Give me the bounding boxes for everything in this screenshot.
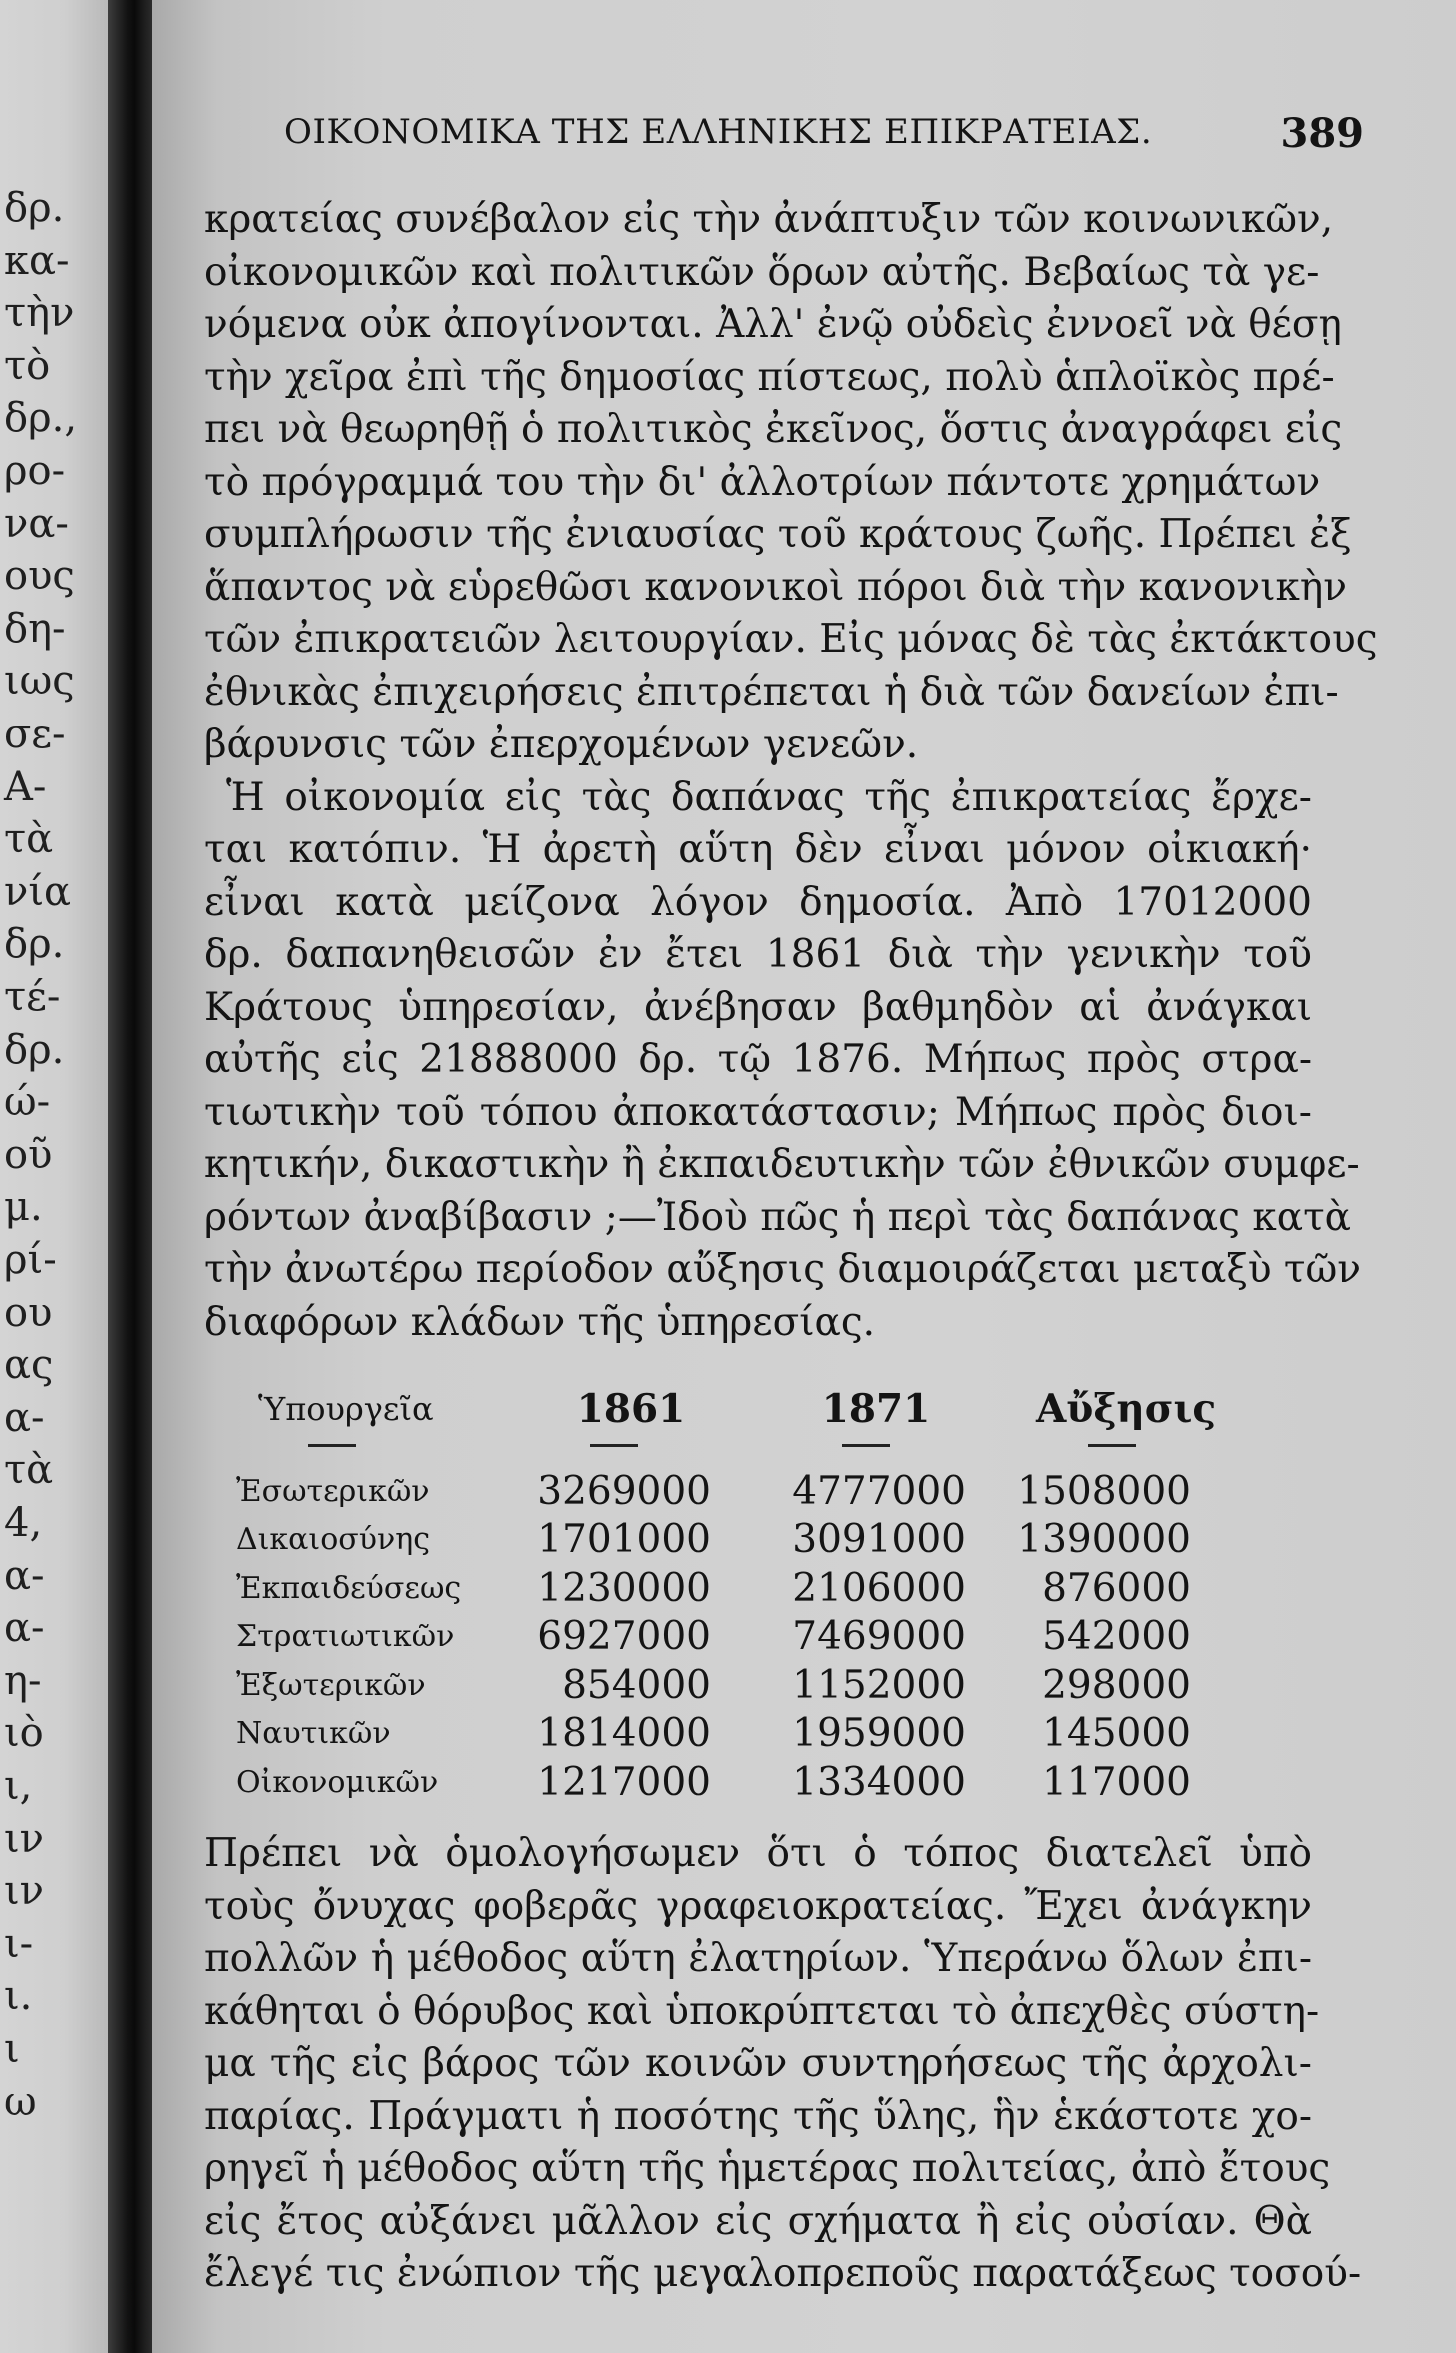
- value-growth: 298000: [1042, 1662, 1191, 1708]
- text-line: ρηγεῖ ἡ μέθοδος αὕτη τῆς ἡμετέρας πολιτείας, ἀπὸ ἔτους: [204, 2146, 1331, 2191]
- table-row: [236, 1662, 1316, 1711]
- facing-page-fragment: ας: [4, 1342, 54, 1389]
- facing-page-fragment: δρ.,: [4, 395, 78, 442]
- table-body: [236, 1468, 1316, 1808]
- text-line: μα τῆς εἰς βάρος τῶν κοινῶν συντηρήσεως τῆς ἀρχολι-: [204, 2041, 1312, 2086]
- value-1861: 1217000: [537, 1759, 711, 1805]
- facing-page-fragment: 4,: [4, 1500, 43, 1546]
- facing-page-fragment: α-: [4, 1605, 45, 1652]
- facing-page-fragment: οῦ: [4, 1131, 53, 1178]
- text-line: δρ. δαπανηθεισῶν ἐν ἔτει 1861 διὰ τὴν γενικὴν τοῦ: [204, 932, 1312, 977]
- ministry-name: Ναυτικῶν: [236, 1716, 391, 1751]
- text-line: διαφόρων κλάδων τῆς ὑπηρεσίας.: [204, 1299, 876, 1345]
- page-header: [284, 112, 1364, 172]
- table-header-row: [236, 1385, 1316, 1434]
- value-1871: 1959000: [792, 1711, 966, 1756]
- facing-page-fragment: δρ.: [4, 185, 65, 231]
- value-1861: 6927000: [537, 1614, 711, 1659]
- text-line: τιωτικὴν τοῦ τόπου ἀποκατάστασιν; Μήπως πρὸς διοι-: [204, 1089, 1312, 1135]
- facing-page-fragment: ι-: [4, 1920, 34, 1967]
- text-line: ἅπαντος νὰ εὑρεθῶσι κανονικοὶ πόροι διὰ τὴν κανονικὴν: [204, 564, 1347, 610]
- value-1871: 2106000: [792, 1565, 966, 1611]
- facing-page-fragment: σε-: [4, 711, 66, 757]
- facing-page-fragment: δρ.: [4, 921, 65, 968]
- running-head: ΟΙΚΟΝΟΜΙΚΑ ΤΗΣ ΕΛΛΗΝΙΚΗΣ ΕΠΙΚΡΑΤΕΙΑΣ.: [284, 112, 1153, 152]
- text-line: οἰκονομικῶν καὶ πολιτικῶν ὅρων αὐτῆς. Βεβαίως τὰ γε-: [204, 249, 1320, 295]
- facing-page-fragment: ι: [4, 2026, 20, 2072]
- facing-page-fragment: ιως: [4, 658, 75, 705]
- facing-page-fragment: δη-: [4, 605, 66, 652]
- facing-page-fragment: τὴν: [4, 290, 75, 337]
- ministry-name: Οἰκονομικῶν: [236, 1764, 439, 1800]
- value-1861: 1701000: [537, 1517, 711, 1562]
- header-growth: Αὔξησις: [1036, 1386, 1217, 1432]
- text-line: κητικήν, δικαστικὴν ἢ ἐκπαιδευτικὴν τῶν ἐθνικῶν συμφε-: [204, 1142, 1360, 1187]
- facing-page-fragment: τέ-: [4, 974, 61, 1020]
- table-row: [236, 1565, 1316, 1614]
- facing-page-fragment: τὸ: [4, 342, 51, 389]
- facing-page-fragment: δρ.: [4, 1026, 65, 1073]
- facing-page-fragment: μ.: [4, 1184, 43, 1231]
- value-1871: 1334000: [792, 1759, 966, 1805]
- header-1871: 1871: [821, 1386, 931, 1432]
- text-line: εἰς ἔτος αὐξάνει μᾶλλον εἰς σχήματα ἢ εἰς οὐσίαν. Θὰ: [204, 2198, 1312, 2244]
- text-line: τὴν χεῖρα ἐπὶ τῆς δημοσίας πίστεως, πολὺ ἁπλοϊκὸς πρέ-: [204, 354, 1335, 400]
- facing-page-fragment: Α-: [4, 763, 47, 810]
- text-line: ἐθνικὰς ἐπιχειρήσεις ἐπιτρέπεται ἡ διὰ τῶν δανείων ἐπι-: [204, 669, 1339, 715]
- text-line: ρόντων ἀναβίβασιν ;—Ἰδοὺ πῶς ἡ περὶ τὰς δαπάνας κατὰ: [204, 1194, 1351, 1240]
- book-page: [152, 0, 1456, 2353]
- main-text-continued: [204, 1828, 1362, 2301]
- book-gutter: [108, 0, 152, 2353]
- table-dash-row: [236, 1434, 1316, 1468]
- text-line: τῶν ἐπικρατειῶν λειτουργίαν. Εἰς μόνας δὲ τὰς ἐκτάκτους: [204, 617, 1378, 662]
- value-1871: 3091000: [792, 1517, 966, 1562]
- text-line: εἶναι κατὰ μείζονα λόγον δημοσία. Ἀπὸ 17012000: [204, 879, 1312, 925]
- facing-page-fragment: η-: [4, 1657, 42, 1704]
- value-1871: 1152000: [792, 1662, 966, 1708]
- facing-page-fragment: α-: [4, 1552, 45, 1599]
- facing-page-fragment: ρο-: [4, 448, 66, 494]
- paragraph-continuation: [204, 194, 1378, 772]
- value-growth: 1508000: [1017, 1468, 1191, 1514]
- text-line: νόμενα οὐκ ἀπογίνονται. Ἀλλ' ἐνῷ οὐδεὶς ἐννοεῖ νὰ θέσῃ: [204, 302, 1342, 347]
- facing-page-fragment: τὰ: [4, 1447, 54, 1494]
- text-line: Ἡ οἰκονομία εἰς τὰς δαπάνας τῆς ἐπικρατείας ἔρχε-: [226, 774, 1312, 820]
- dash-rule: [842, 1444, 890, 1447]
- facing-page-fragment: ιν: [4, 1868, 44, 1915]
- value-growth: 117000: [1042, 1759, 1191, 1805]
- facing-page-fragment: ιν: [4, 1815, 44, 1862]
- header-1861: 1861: [576, 1386, 686, 1432]
- facing-page-fragment: να-: [4, 500, 69, 547]
- value-1871: 7469000: [792, 1614, 966, 1659]
- text-line: πει νὰ θεωρηθῇ ὁ πολιτικὸς ἐκεῖνος, ὅστις ἀναγράφει εἰς: [204, 407, 1343, 452]
- facing-page-fragment: ου: [4, 1289, 53, 1336]
- value-growth: 542000: [1042, 1614, 1191, 1659]
- facing-page-edge: [0, 0, 108, 2353]
- facing-page-fragment: ω: [4, 2078, 37, 2125]
- text-line: κρατείας συνέβαλον εἰς τὴν ἀνάπτυξιν τῶν κοινωνικῶν,: [204, 197, 1334, 242]
- table-row: [236, 1710, 1316, 1759]
- facing-page-fragment: νία: [4, 868, 72, 915]
- facing-page-fragment: α-: [4, 1394, 45, 1441]
- table-row: [236, 1516, 1316, 1565]
- dash-rule: [1088, 1444, 1136, 1447]
- paragraph-expenditure: [204, 772, 1362, 1350]
- value-1861: 854000: [562, 1662, 711, 1708]
- text-line: Κράτους ὑπηρεσίαν, ἀνέβησαν βαθμηδὸν αἱ ἀνάγκαι: [204, 984, 1312, 1030]
- ministry-name: Στρατιωτικῶν: [236, 1619, 455, 1654]
- table-row: [236, 1613, 1316, 1662]
- text-line: Πρέπει νὰ ὁμολογήσωμεν ὅτι ὁ τόπος διατελεῖ ὑπὸ: [204, 1831, 1312, 1876]
- facing-page-fragment: ρί-: [4, 1237, 57, 1283]
- text-line: ἔλεγέ τις ἐνώπιον τῆς μεγαλοπρεποῦς παρατάξεως τοσού-: [204, 2251, 1362, 2296]
- value-growth: 1390000: [1017, 1517, 1191, 1562]
- table-row: [236, 1468, 1316, 1517]
- text-line: αὐτῆς εἰς 21888000 δρ. τῷ 1876. Μήπως πρὸς στρα-: [204, 1037, 1312, 1082]
- facing-page-fragment: ι.: [4, 1973, 33, 2020]
- text-line: συμπλήρωσιν τῆς ἐνιαυσίας τοῦ κράτους ζωῆς. Πρέπει ἐξ: [204, 512, 1352, 557]
- main-text: [204, 194, 1378, 1349]
- facing-page-fragment: ώ-: [4, 1079, 51, 1126]
- value-1861: 1814000: [537, 1711, 711, 1756]
- text-line: κάθηται ὁ θόρυβος καὶ ὑποκρύπτεται τὸ ἀπεχθὲς σύστη-: [204, 1988, 1320, 2034]
- value-growth: 876000: [1042, 1565, 1191, 1611]
- dash-rule: [308, 1444, 356, 1447]
- ministry-name: Ἐσωτερικῶν: [236, 1473, 430, 1509]
- facing-page-fragment: ιὸ: [4, 1710, 44, 1757]
- value-growth: 145000: [1042, 1711, 1191, 1756]
- paragraph-bureaucracy: [204, 1828, 1362, 2301]
- ministry-name: Ἐκπαιδεύσεως: [236, 1570, 462, 1606]
- ministries-expenditure-table: [236, 1385, 1316, 1807]
- text-line: παρίας. Πράγματι ἡ ποσότης τῆς ὕλης, ἣν ἑκάστοτε χο-: [204, 2093, 1312, 2139]
- text-line: πολλῶν ἡ μέθοδος αὕτη ἐλατηρίων. Ὑπεράνω ὅλων ἐπι-: [204, 1936, 1312, 1981]
- value-1861: 3269000: [537, 1468, 711, 1514]
- page-number: 389: [1280, 110, 1364, 157]
- text-line: ται κατόπιν. Ἡ ἀρετὴ αὕτη δὲν εἶναι μόνον οἰκιακή·: [204, 827, 1312, 872]
- facing-page-fragment: τὰ: [4, 816, 54, 863]
- value-1861: 1230000: [537, 1565, 711, 1611]
- table-row: [236, 1759, 1316, 1808]
- text-line: τοὺς ὄνυχας φοβερᾶς γραφειοκρατείας. Ἔχει ἀνάγκην: [204, 1883, 1312, 1929]
- text-line: τὴν ἀνωτέρω περίοδον αὔξησις διαμοιράζεται μεταξὺ τῶν: [204, 1247, 1362, 1292]
- dash-rule: [590, 1444, 638, 1447]
- facing-page-fragment: ι,: [4, 1763, 33, 1809]
- facing-page-fragment: ους: [4, 553, 75, 600]
- value-1871: 4777000: [792, 1468, 966, 1514]
- text-line: τὸ πρόγραμμά του τὴν δι' ἀλλοτρίων πάντοτε χρημάτων: [204, 459, 1321, 505]
- text-line: βάρυνσις τῶν ἐπερχομένων γενεῶν.: [204, 722, 919, 767]
- facing-page-fragment: κα-: [4, 237, 70, 284]
- header-ministries: Ὑπουργεῖα: [258, 1390, 434, 1428]
- ministry-name: Ἐξωτερικῶν: [236, 1667, 426, 1703]
- ministry-name: Δικαιοσύνης: [236, 1522, 430, 1557]
